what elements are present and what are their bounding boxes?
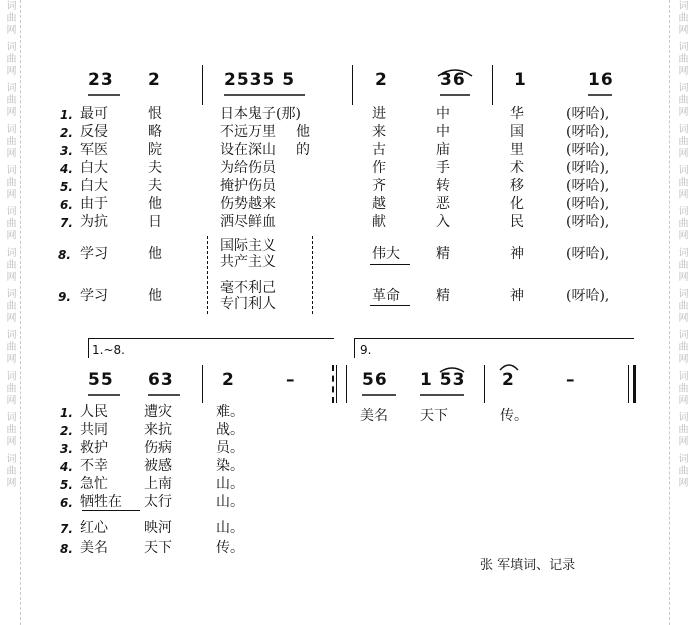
note-group: 1 53 [420,370,466,390]
lyric-syllable: 学习 [80,246,108,262]
verse-number: 6. [60,198,73,212]
lyric-syllable: 献 [372,214,386,230]
lyric-syllable: 革命 [372,288,400,304]
lyric-syllable: 术 [510,160,524,176]
lyric-syllable: 来抗 [144,422,172,438]
lyric-syllable: 神 [510,246,524,262]
lyric-syllable: 古 [372,142,386,158]
lyric-syllable: 日 [148,214,162,230]
lyric-syllable: 学习 [80,288,108,304]
verse-9-lyric: 美名 [360,408,388,424]
verse-number: 8. [60,542,73,556]
lyric-syllable: 牺牲在 [80,494,122,510]
lyric-syllable: 红心 [80,520,108,536]
lyric-syllable: 略 [148,124,162,140]
lyric-syllable: 院 [148,142,162,158]
lyric-syllable: 遭灾 [144,404,172,420]
lyric-syllable: (呀哈), [566,142,610,158]
note-group: – [566,370,576,390]
lyric-syllable: 国 [510,124,524,140]
lyric-syllable: 天下 [144,540,172,556]
tie-marks [0,330,690,410]
lyric-syllable: 白大 [80,178,108,194]
lyric-syllable: 为给伤员 [220,160,276,176]
lyric-syllable: 反侵 [80,124,108,140]
volta-label: 1.~8. [92,343,125,357]
lyric-syllable: 共产主义 [220,254,276,270]
lyric-syllable: 作 [372,160,386,176]
lyric-syllable: 专门利人 [220,296,276,312]
underline [370,305,410,306]
lyric-syllable: 越 [372,196,386,212]
lyric-syllable: 掩护伤员 [220,178,276,194]
lyric-syllable: 伤势越来 [220,196,276,212]
lyric-syllable: 他 [296,124,310,140]
lyric-syllable: 设在深山 [220,142,276,158]
watermark-right: 词曲网 词曲网 词曲网 词曲网 词曲网 词曲网 词曲网 词曲网 词曲网 词曲网 词曲网 词曲网 [676,0,687,489]
credit-line: 张 军填词、记录 [480,558,576,573]
verse-number: 6. [60,496,73,510]
lyric-syllable: 手 [436,160,450,176]
lyric-syllable: 中 [436,124,450,140]
underline [82,510,140,511]
lyric-syllable: 恨 [148,106,162,122]
lyric-syllable: 夫 [148,160,162,176]
lyric-syllable: (呀哈), [566,178,610,194]
lyric-syllable: 毫不利己 [220,280,276,296]
lyric-syllable: 人民 [80,404,108,420]
lyric-syllable: 由于 [80,196,108,212]
lyric-syllable: (呀哈), [566,124,610,140]
note-group: 2 [502,370,515,390]
note-group: 2 [375,70,388,90]
lyric-syllable: 中 [436,106,450,122]
verse-number: 4. [60,460,73,474]
lyric-syllable: 被感 [144,458,172,474]
verse-number: 5. [60,180,73,194]
verse-9-lyric: 天下 [420,408,448,424]
watermark-left: 词曲网 词曲网 词曲网 词曲网 词曲网 词曲网 词曲网 词曲网 词曲网 词曲网 词曲网 词曲网 [4,0,15,489]
lyric-syllable: 救护 [80,440,108,456]
lyric-syllable: 来 [372,124,386,140]
lyric-syllable: 上南 [144,476,172,492]
lyric-syllable: 转 [436,178,450,194]
note-group: – [286,370,296,390]
bracket-left [207,236,208,314]
verse-number: 3. [60,144,73,158]
lyric-syllable: (呀哈), [566,106,610,122]
lyric-syllable: 民 [510,214,524,230]
lyric-syllable: 急忙 [80,476,108,492]
lyric-syllable: 他 [148,288,162,304]
lyric-syllable: 庙 [436,142,450,158]
verse-number: 7. [60,216,73,230]
lyric-syllable: 山。 [216,494,244,510]
verse-9-lyric: 传。 [500,408,528,424]
lyric-syllable: 山。 [216,520,244,536]
verse-number: 2. [60,126,73,140]
note-group: 2 [148,70,161,90]
verse-number: 7. [60,522,73,536]
verse-number: 4. [60,162,73,176]
lyric-syllable: 里 [510,142,524,158]
verse-number: 9. [58,290,71,304]
note-group: 55 [88,370,114,390]
lyric-syllable: 移 [510,178,524,194]
lyric-syllable: 夫 [148,178,162,194]
lyric-syllable: 国际主义 [220,238,276,254]
lyric-syllable: 不远万里 [220,124,276,140]
note-group: 16 [588,70,614,90]
note-group: 56 [362,370,388,390]
lyric-syllable: 传。 [216,540,244,556]
verse-number: 2. [60,424,73,438]
lyric-syllable: 白大 [80,160,108,176]
lyric-syllable: 他 [148,196,162,212]
lyric-syllable: 入 [436,214,450,230]
lyric-syllable: 华 [510,106,524,122]
lyric-syllable: (呀哈), [566,160,610,176]
lyric-syllable: 日本鬼子(那) [220,106,301,122]
lyric-syllable: 员。 [216,440,244,456]
lyric-syllable: (呀哈), [566,214,610,230]
lyric-syllable: 军医 [80,142,108,158]
lyric-syllable: 太行 [144,494,172,510]
verse-number: 3. [60,442,73,456]
lyric-syllable: 他 [148,246,162,262]
lyric-syllable: (呀哈), [566,288,610,304]
lyric-syllable: 进 [372,106,386,122]
note-group: 1 [514,70,527,90]
lyric-syllable: 伤病 [144,440,172,456]
note-group: 36 [440,70,466,90]
lyric-syllable: 美名 [80,540,108,556]
note-group: 23 [88,70,114,90]
lyric-syllable: 共同 [80,422,108,438]
verse-number: 8. [58,248,71,262]
lyric-syllable: 不幸 [80,458,108,474]
lyric-syllable: 神 [510,288,524,304]
lyric-syllable: 精 [436,246,450,262]
lyric-syllable: 洒尽鲜血 [220,214,276,230]
lyric-syllable: 的 [296,142,310,158]
verse-number: 5. [60,478,73,492]
lyric-syllable: 齐 [372,178,386,194]
lyric-syllable: 恶 [436,196,450,212]
note-group: 63 [148,370,174,390]
verse-number: 1. [60,108,73,122]
lyric-syllable: 难。 [216,404,244,420]
lyric-syllable: 映河 [144,520,172,536]
note-group: 2 [222,370,235,390]
bracket-right [312,236,313,314]
lyric-syllable: 精 [436,288,450,304]
lyric-syllable: (呀哈), [566,246,610,262]
note-group: 2535 5 [224,70,296,90]
lyric-syllable: 为抗 [80,214,108,230]
lyric-syllable: 战。 [216,422,244,438]
verse-number: 1. [60,406,73,420]
underline [370,264,410,265]
volta-label: 9. [360,343,372,357]
tie-marks [0,0,690,120]
lyric-syllable: 最可 [80,106,108,122]
lyric-syllable: 伟大 [372,246,400,262]
lyric-syllable: 山。 [216,476,244,492]
lyric-syllable: (呀哈), [566,196,610,212]
lyric-syllable: 化 [510,196,524,212]
lyric-syllable: 染。 [216,458,244,474]
